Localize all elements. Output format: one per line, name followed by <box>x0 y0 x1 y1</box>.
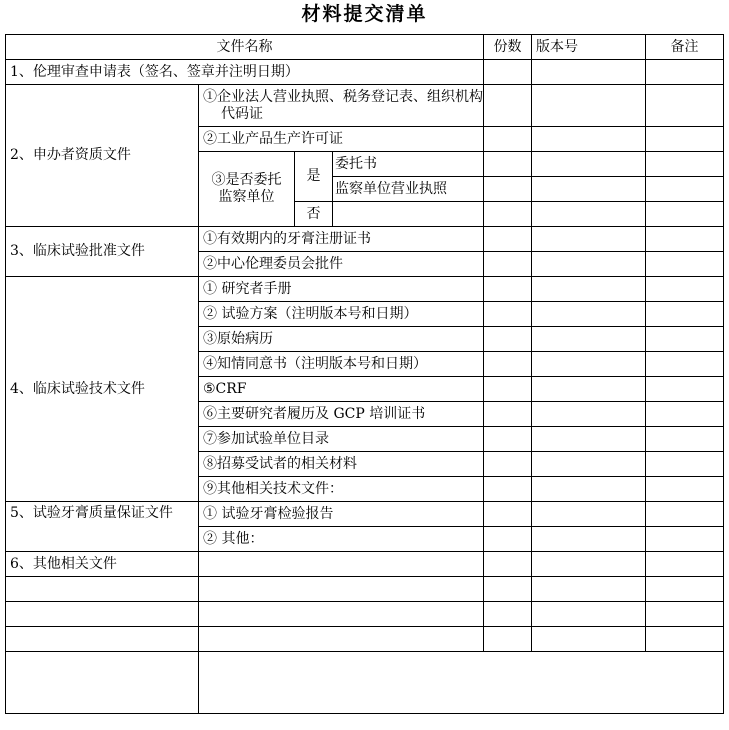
remark-cell[interactable] <box>646 202 724 227</box>
approval-item-2: ②中心伦理委员会批件 <box>199 252 484 277</box>
header-file-name: 文件名称 <box>6 35 484 60</box>
blank-row <box>6 602 724 627</box>
count-cell[interactable] <box>484 85 532 127</box>
quality-item-2: ② 其他： <box>199 527 484 552</box>
blank-cell[interactable] <box>199 602 484 627</box>
remark-cell[interactable] <box>646 527 724 552</box>
count-cell[interactable] <box>484 127 532 152</box>
sponsor-item-1: ①企业法人营业执照、税务登记表、组织机构代码证 <box>199 85 484 127</box>
remark-cell[interactable] <box>646 552 724 577</box>
count-cell[interactable] <box>484 252 532 277</box>
remark-cell[interactable] <box>646 177 724 202</box>
count-cell[interactable] <box>484 277 532 302</box>
table-row <box>6 227 724 252</box>
section-technical: 4、临床试验技术文件 <box>6 277 199 502</box>
remark-cell[interactable] <box>646 502 724 527</box>
blank-cell[interactable] <box>199 577 484 602</box>
blank-row <box>6 627 724 652</box>
version-cell[interactable] <box>532 377 646 402</box>
cro-no-item[interactable] <box>333 202 484 227</box>
count-cell[interactable] <box>484 227 532 252</box>
count-cell[interactable] <box>484 627 532 652</box>
remark-cell[interactable] <box>646 127 724 152</box>
version-cell[interactable] <box>532 252 646 277</box>
cro-no: 否 <box>295 202 333 227</box>
count-cell[interactable] <box>484 527 532 552</box>
section-approval: 3、临床试验批准文件 <box>6 227 199 277</box>
section-other: 6、其他相关文件 <box>6 552 199 577</box>
blank-cell-wide[interactable] <box>199 652 724 714</box>
table-row <box>6 85 724 127</box>
remark-cell[interactable] <box>646 377 724 402</box>
version-cell[interactable] <box>532 152 646 177</box>
blank-cell[interactable] <box>6 652 199 714</box>
blank-row-large <box>6 652 724 714</box>
technical-item-4: ④知情同意书（注明版本号和日期） <box>199 352 484 377</box>
remark-cell[interactable] <box>646 352 724 377</box>
cro-yes-item-2: 监察单位营业执照 <box>333 177 484 202</box>
remark-cell[interactable] <box>646 427 724 452</box>
remark-cell[interactable] <box>646 85 724 127</box>
version-cell[interactable] <box>532 177 646 202</box>
count-cell[interactable] <box>484 327 532 352</box>
remark-cell[interactable] <box>646 577 724 602</box>
technical-item-9: ⑨其他相关技术文件： <box>199 477 484 502</box>
count-cell[interactable] <box>484 302 532 327</box>
approval-item-1: ①有效期内的牙膏注册证书 <box>199 227 484 252</box>
blank-cell[interactable] <box>199 627 484 652</box>
technical-item-7: ⑦参加试验单位目录 <box>199 427 484 452</box>
count-cell[interactable] <box>484 452 532 477</box>
version-cell[interactable] <box>532 602 646 627</box>
version-cell[interactable] <box>532 352 646 377</box>
count-cell[interactable] <box>484 377 532 402</box>
remark-cell[interactable] <box>646 277 724 302</box>
technical-item-8: ⑧招募受试者的相关材料 <box>199 452 484 477</box>
quality-item-1: ① 试验牙膏检验报告 <box>199 502 484 527</box>
version-cell[interactable] <box>532 427 646 452</box>
blank-cell[interactable] <box>6 577 199 602</box>
version-cell[interactable] <box>532 527 646 552</box>
version-cell[interactable] <box>532 227 646 252</box>
count-cell[interactable] <box>484 602 532 627</box>
cro-yes: 是 <box>295 152 333 202</box>
version-cell[interactable] <box>532 402 646 427</box>
count-cell[interactable] <box>484 402 532 427</box>
section-quality: 5、试验牙膏质量保证文件 <box>6 502 199 552</box>
version-cell[interactable] <box>532 477 646 502</box>
remark-cell[interactable] <box>646 402 724 427</box>
count-cell[interactable] <box>484 352 532 377</box>
version-cell[interactable] <box>532 552 646 577</box>
technical-item-2: ② 试验方案（注明版本号和日期） <box>199 302 484 327</box>
version-cell[interactable] <box>532 85 646 127</box>
remark-cell[interactable] <box>646 252 724 277</box>
version-cell[interactable] <box>532 127 646 152</box>
section-sponsor: 2、申办者资质文件 <box>6 85 199 227</box>
count-cell[interactable] <box>484 427 532 452</box>
remark-cell[interactable] <box>646 60 724 85</box>
table-row <box>6 502 724 527</box>
technical-item-3: ③原始病历 <box>199 327 484 352</box>
document-checklist-table <box>5 34 724 714</box>
count-cell[interactable] <box>484 577 532 602</box>
remark-cell[interactable] <box>646 327 724 352</box>
remark-cell[interactable] <box>646 227 724 252</box>
remark-cell[interactable] <box>646 477 724 502</box>
count-cell[interactable] <box>484 202 532 227</box>
section-ethics-review: 1、伦理审查申请表（签名、签章并注明日期） <box>6 60 484 85</box>
version-cell[interactable] <box>532 627 646 652</box>
table-row <box>6 60 724 85</box>
version-cell[interactable] <box>532 327 646 352</box>
remark-cell[interactable] <box>646 627 724 652</box>
table-header-row <box>6 35 724 60</box>
blank-cell[interactable] <box>6 602 199 627</box>
blank-cell[interactable] <box>6 627 199 652</box>
version-cell[interactable] <box>532 277 646 302</box>
header-count: 份数 <box>484 35 532 60</box>
cro-yes-item-1: 委托书 <box>333 152 484 177</box>
count-cell[interactable] <box>484 60 532 85</box>
remark-cell[interactable] <box>646 602 724 627</box>
header-version: 版本号 <box>532 35 646 60</box>
cro-question: ③是否委托监察单位 <box>199 152 295 227</box>
count-cell[interactable] <box>484 152 532 177</box>
table-row <box>6 552 724 577</box>
sponsor-item-2: ②工业产品生产许可证 <box>199 127 484 152</box>
blank-row <box>6 577 724 602</box>
version-cell[interactable] <box>532 452 646 477</box>
technical-item-1: ① 研究者手册 <box>199 277 484 302</box>
remark-cell[interactable] <box>646 452 724 477</box>
count-cell[interactable] <box>484 477 532 502</box>
table-row <box>6 277 724 302</box>
other-item[interactable] <box>199 552 484 577</box>
count-cell[interactable] <box>484 177 532 202</box>
version-cell[interactable] <box>532 60 646 85</box>
count-cell[interactable] <box>484 502 532 527</box>
remark-cell[interactable] <box>646 302 724 327</box>
page-title: 材料提交清单 <box>301 3 428 25</box>
technical-item-6: ⑥主要研究者履历及 GCP 培训证书 <box>199 402 484 427</box>
version-cell[interactable] <box>532 502 646 527</box>
header-remark: 备注 <box>646 35 724 60</box>
version-cell[interactable] <box>532 302 646 327</box>
technical-item-5: ⑤CRF <box>199 377 484 402</box>
remark-cell[interactable] <box>646 152 724 177</box>
version-cell[interactable] <box>532 577 646 602</box>
version-cell[interactable] <box>532 202 646 227</box>
count-cell[interactable] <box>484 552 532 577</box>
